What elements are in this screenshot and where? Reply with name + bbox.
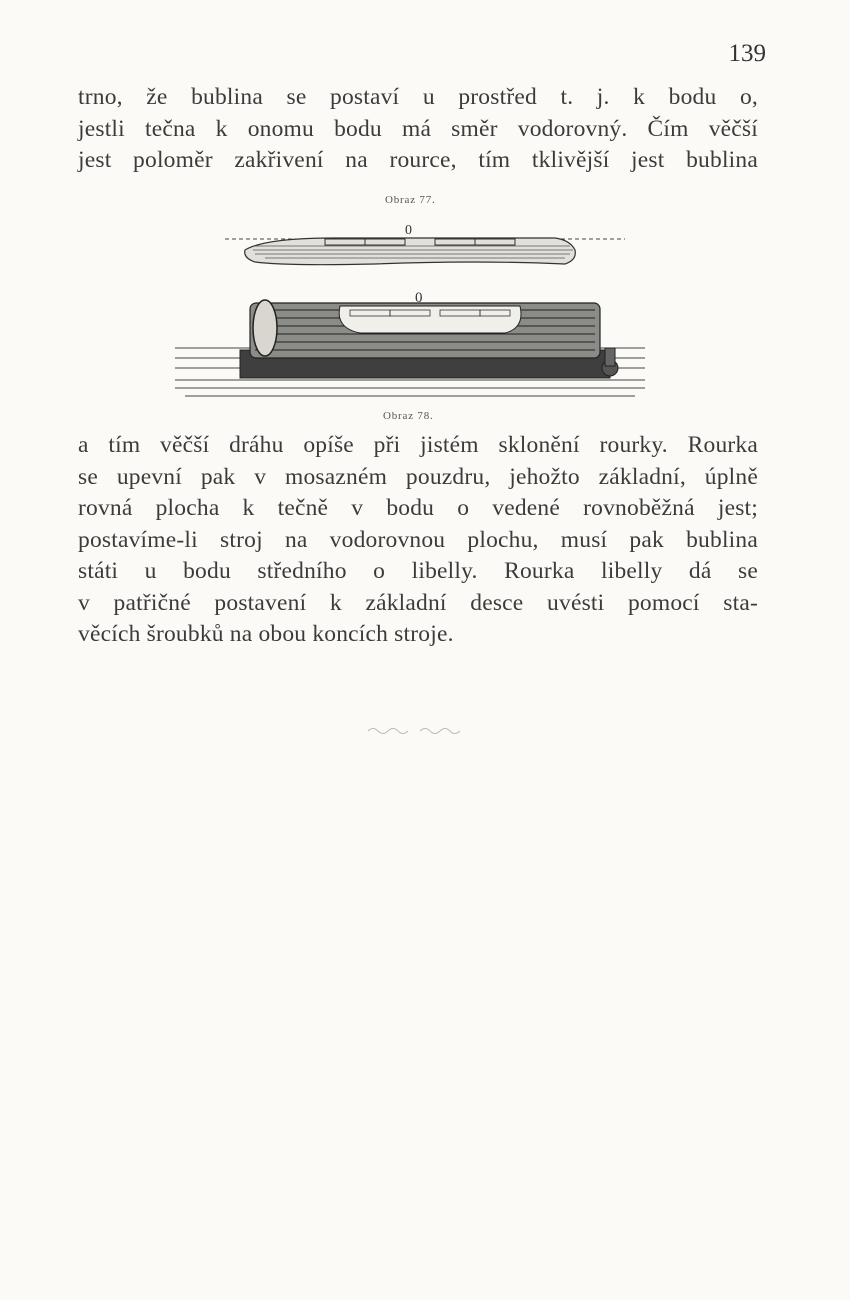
text-line: věcích šroubků na obou koncích stroje. — [78, 621, 454, 647]
text-line: jest poloměr zakřivení na rource, tím tklivější jest bublina — [78, 147, 758, 173]
text-line: státi u bodu středního o libelly. Rourka libelly dá se — [78, 558, 758, 584]
figure-77-level-vial-illustration — [225, 222, 625, 282]
text-line: postavíme-li stroj na vodorovnou plochu, musí pak bublina — [78, 526, 758, 553]
text-line: rovná plocha k tečně v bodu o vedené rovnoběžná jest; — [78, 495, 758, 521]
svg-text:0: 0 — [405, 223, 412, 238]
text-line: v patřičné postavení k základní desce uvésti pomocí sta- — [78, 589, 758, 616]
figure-77-caption: Obraz 77. — [385, 194, 436, 206]
figure-78-mounted-level-illustration — [175, 288, 645, 410]
paragraph-1 — [78, 82, 758, 177]
page-number: 139 — [728, 40, 766, 67]
text-line: se upevní pak v mosazném pouzdru, jehožto základní, úplně — [78, 463, 758, 490]
text-line: a tím věčší dráhu opíše při jistém sklonění rourky. Rourka — [78, 432, 758, 458]
ornament-wavy-rule — [368, 725, 468, 737]
figure-78-caption: Obraz 78. — [383, 410, 434, 422]
text-line: trno, že bublina se postaví u prostřed t. j. k bodu o, — [78, 84, 758, 110]
svg-text:0: 0 — [415, 290, 423, 306]
text-line: jestli tečna k onomu bodu má směr vodorovný. Čím věčší — [78, 115, 758, 142]
paragraph-2 — [78, 430, 758, 651]
